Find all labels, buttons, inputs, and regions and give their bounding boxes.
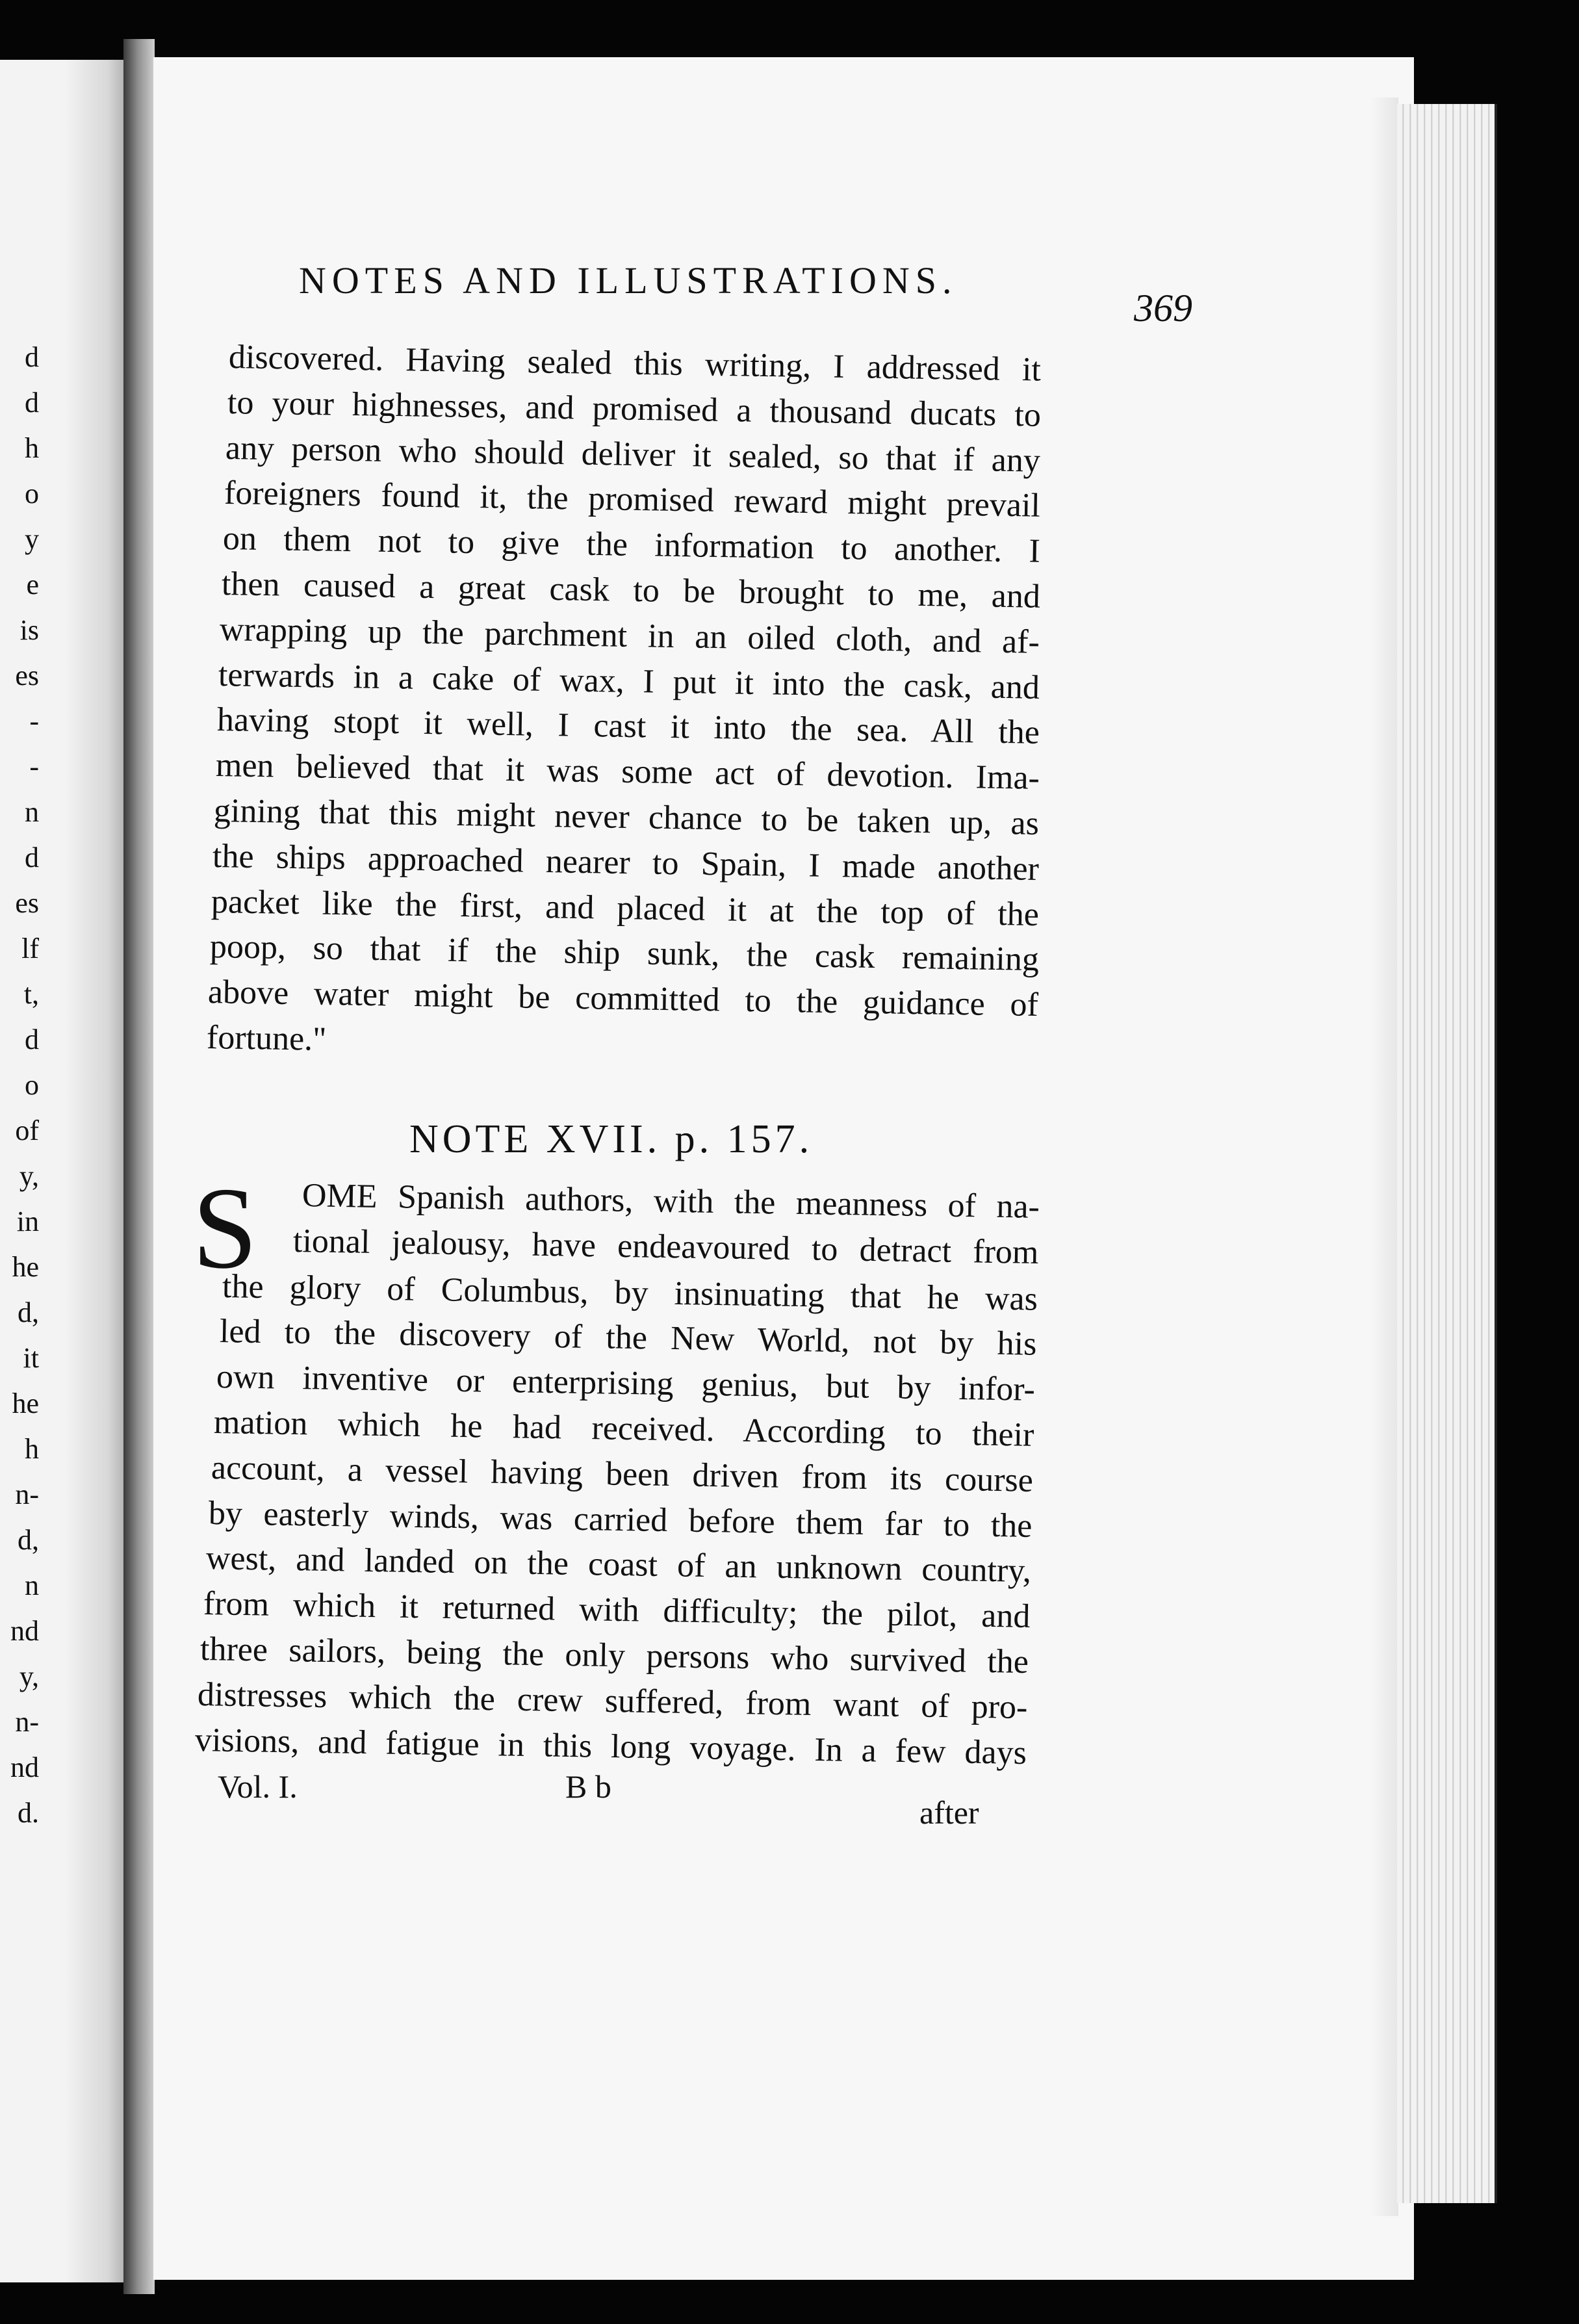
text-line: tional jealousy, have endeavoured to detract from xyxy=(292,1222,1039,1272)
text-line: discovered. Having sealed this writing, I addressed it xyxy=(228,339,1042,389)
left-page-fragment: o xyxy=(25,1069,39,1101)
left-page-fragment: e xyxy=(26,569,39,600)
text-line: west, and landed on the coast of an unknown country, xyxy=(205,1540,1031,1590)
left-page-fragment: of xyxy=(15,1115,39,1146)
left-page-fragment: d xyxy=(25,842,39,873)
text-line: visions, and fatigue in this long voyage. In a few days xyxy=(194,1722,1027,1772)
left-page-fragment: d, xyxy=(18,1524,39,1556)
book-gutter xyxy=(123,39,155,2294)
text-line: any person who should deliver it sealed, so that if any xyxy=(225,430,1041,480)
left-page-fragment: h xyxy=(25,432,39,464)
left-page-fragment: t, xyxy=(23,978,39,1010)
text-line: OME Spanish authors, with the meanness of na- xyxy=(302,1177,1040,1226)
left-page-text-fragments xyxy=(0,335,39,1836)
left-page-fragment: n- xyxy=(15,1706,39,1738)
left-page-fragment: n- xyxy=(15,1478,39,1510)
text-line: own inventive or enterprising genius, but by infor- xyxy=(216,1358,1036,1408)
left-page-fragment: nd xyxy=(10,1615,39,1647)
text-line: men believed that it was some act of devotion. Ima- xyxy=(215,747,1040,797)
signature-mark: B b xyxy=(565,1768,611,1805)
page-number: 369 xyxy=(1134,287,1192,329)
left-page-fragment: y xyxy=(25,523,39,555)
running-head: NOTES AND ILLUSTRATIONS. xyxy=(299,259,958,302)
left-page-fragment: in xyxy=(16,1206,39,1237)
text-line: to your highnesses, and promised a thousand ducats to xyxy=(227,384,1042,434)
text-line: having stopt it well, I cast it into the sea. All the xyxy=(216,701,1040,751)
left-page-fragment: - xyxy=(29,751,39,782)
text-line: fortune." xyxy=(206,1019,327,1058)
text-line: distresses which the crew suffered, from want of pro- xyxy=(197,1676,1028,1727)
left-page-fragment: - xyxy=(29,705,39,737)
text-line: by easterly winds, was carried before them far to the xyxy=(208,1495,1033,1545)
catchword: after xyxy=(919,1794,979,1831)
page-block-edges xyxy=(1397,104,1497,2203)
text-line: above water might be committed to the guidance of xyxy=(207,974,1039,1024)
note-heading: NOTE XVII. p. 157. xyxy=(409,1117,814,1161)
text-line: mation which he had received. According to their xyxy=(213,1404,1034,1454)
text-line: foreigners found it, the promised reward might prevail xyxy=(224,474,1041,524)
left-page-fragment: he xyxy=(12,1251,39,1283)
left-page-fragment: d. xyxy=(18,1797,39,1829)
left-page-fragment: n xyxy=(25,1569,39,1601)
left-page-fragment: d xyxy=(25,1024,39,1055)
left-page-fragment: d, xyxy=(18,1297,39,1328)
left-page-fragment: it xyxy=(23,1342,39,1374)
drop-cap: S xyxy=(192,1163,258,1293)
left-page-fragment: h xyxy=(25,1433,39,1465)
left-page-fragment: he xyxy=(12,1388,39,1419)
signature-volume: Vol. I. xyxy=(218,1768,298,1805)
text-line: wrapping up the parchment in an oiled cloth, and af- xyxy=(219,611,1040,661)
left-page-fragment: d xyxy=(25,387,39,419)
left-page-fragment: es xyxy=(15,887,39,919)
text-line: three sailors, being the only persons who survived the xyxy=(199,1631,1029,1681)
left-page-fragment: d xyxy=(25,341,39,373)
left-page-fragment: y, xyxy=(19,1160,39,1192)
left-page-fragment: es xyxy=(15,660,39,691)
left-page-fragment: y, xyxy=(19,1660,39,1692)
text-line: from which it returned with difficulty; the pilot, and xyxy=(203,1585,1031,1635)
left-page-fragment: o xyxy=(25,478,39,510)
text-line: packet like the first, and placed it at the top of the xyxy=(211,883,1040,934)
text-line: the glory of Columbus, by insinuating that he was xyxy=(222,1268,1038,1318)
left-page-fragment: is xyxy=(19,614,39,646)
text-line: the ships approached nearer to Spain, I made another xyxy=(212,838,1040,888)
text-line: poop, so that if the ship sunk, the cask remaining xyxy=(209,928,1039,979)
left-page-fragment: n xyxy=(25,796,39,828)
text-line: on them not to give the information to another. I xyxy=(222,520,1041,570)
text-line: terwards in a cake of wax, I put it into the cask, and xyxy=(218,656,1040,706)
text-line: account, a vessel having been driven from its course xyxy=(211,1449,1034,1499)
left-page-fragment: lf xyxy=(21,933,39,964)
left-page-fragment: nd xyxy=(10,1751,39,1783)
text-line: led to the discovery of the New World, not by his xyxy=(219,1313,1037,1363)
page-edge-shadow xyxy=(1370,97,1398,2216)
text-line: then caused a great cask to be brought to me, and xyxy=(221,565,1040,615)
text-line: gining that this might never chance to be taken up, as xyxy=(213,792,1040,842)
